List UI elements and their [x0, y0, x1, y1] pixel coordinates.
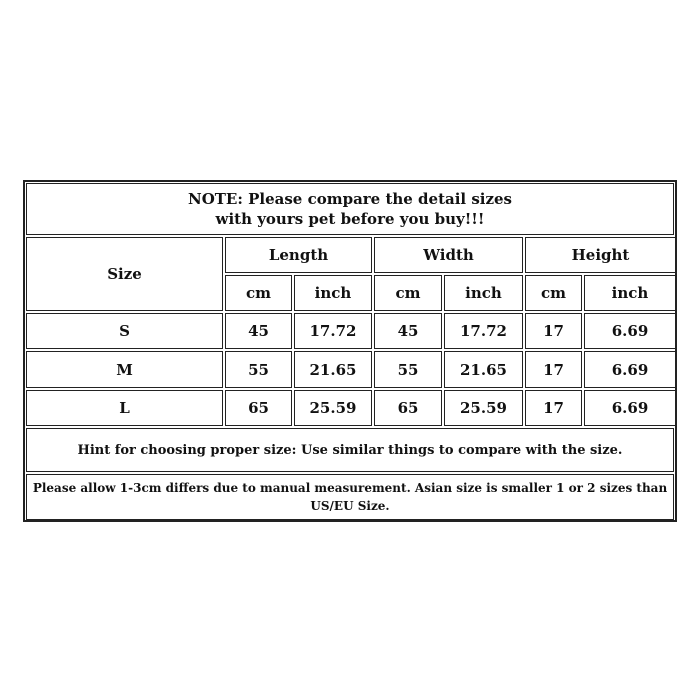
note-cell [26, 183, 674, 235]
row-m-height-inch: 6.69 [584, 351, 676, 388]
size-chart [23, 180, 677, 522]
hint-cell: Hint for choosing proper size: Use similar things to compare with the size. [26, 428, 674, 472]
unit-width-cm: cm [374, 275, 442, 311]
unit-height-inch: inch [584, 275, 676, 311]
row-l-height-inch: 6.69 [584, 390, 676, 426]
row-m-height-cm: 17 [525, 351, 582, 388]
row-l-width-inch: 25.59 [444, 390, 523, 426]
unit-width-inch: inch [444, 275, 523, 311]
width-header: Width [374, 237, 523, 273]
unit-length-inch: inch [294, 275, 372, 311]
row-s-length-cm: 45 [225, 313, 292, 349]
row-l-height-cm: 17 [525, 390, 582, 426]
row-s-height-inch: 6.69 [584, 313, 676, 349]
row-s-size: S [26, 313, 223, 349]
row-m-size: M [26, 351, 223, 388]
unit-height-cm: cm [525, 275, 582, 311]
note-line-1: NOTE: Please compare the detail sizes [187, 190, 513, 208]
size-header: Size [26, 237, 223, 311]
row-m-width-inch: 21.65 [444, 351, 523, 388]
row-s-width-inch: 17.72 [444, 313, 523, 349]
row-l-length-inch: 25.59 [294, 390, 372, 426]
row-s-height-cm: 17 [525, 313, 582, 349]
note-line-2: with yours pet before you buy!!! [215, 210, 485, 228]
height-header: Height [525, 237, 676, 273]
footer-cell: Please allow 1-3cm differs due to manual measurement. Asian size is smaller 1 or 2 sizes than US/EU Size. [26, 474, 674, 520]
row-s-width-cm: 45 [374, 313, 442, 349]
row-l-size: L [26, 390, 223, 426]
length-header: Length [225, 237, 372, 273]
row-m-length-inch: 21.65 [294, 351, 372, 388]
row-m-width-cm: 55 [374, 351, 442, 388]
row-l-length-cm: 65 [225, 390, 292, 426]
unit-length-cm: cm [225, 275, 292, 311]
row-l-width-cm: 65 [374, 390, 442, 426]
row-m-length-cm: 55 [225, 351, 292, 388]
row-s-length-inch: 17.72 [294, 313, 372, 349]
